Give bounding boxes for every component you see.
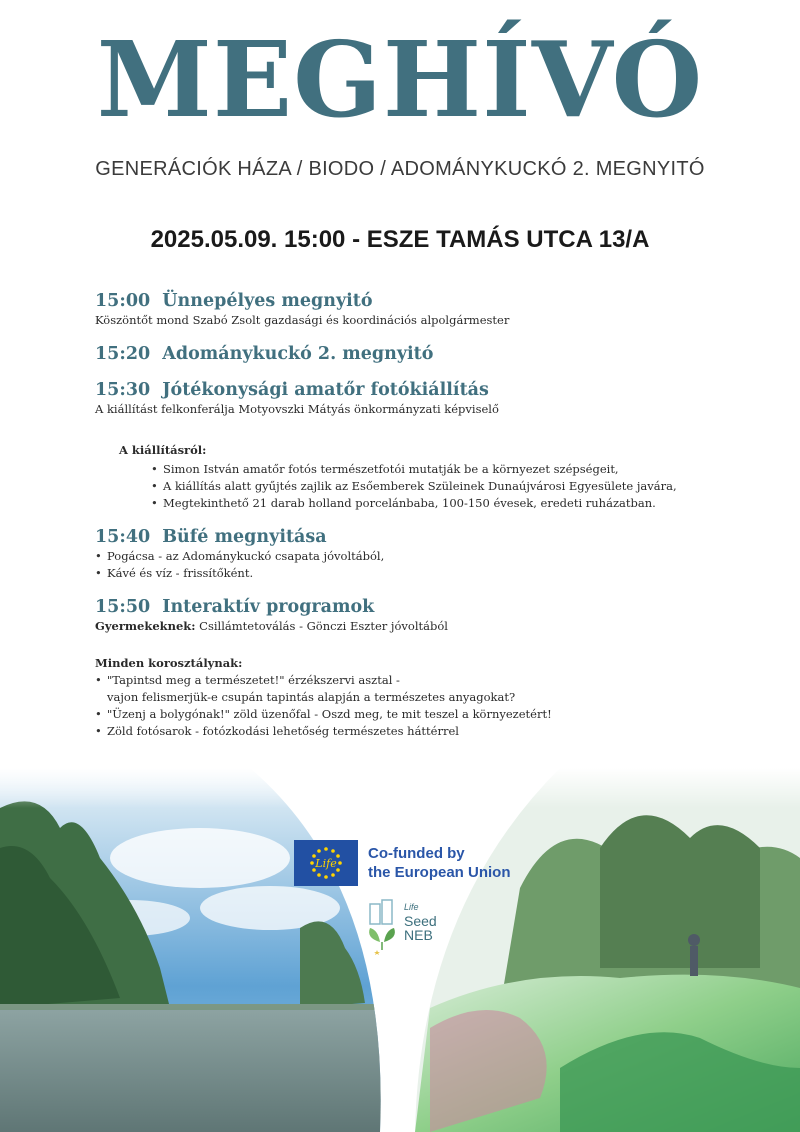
program-time: 15:50 — [95, 597, 151, 617]
program-item-opening — [95, 290, 735, 329]
program-title: Adománykuckó 2. megnyitó — [162, 344, 434, 364]
all-ages-bullets — [95, 672, 735, 740]
program-item-buffet — [95, 526, 735, 582]
exhibition-details — [119, 442, 735, 512]
buffet-bullets — [95, 548, 735, 582]
program-title: Büfé megnyitása — [162, 527, 327, 547]
program-title: Interaktív programok — [162, 597, 375, 617]
svg-text:Life: Life — [315, 857, 337, 870]
program-item-adomanykucko — [95, 343, 735, 365]
exhibition-heading: A kiállításról: — [119, 443, 207, 457]
list-item: • Pogácsa - az Adománykuckó csapata jóvoltából, — [95, 548, 735, 565]
list-item: • Simon István amatőr fotós természetfotói mutatják be a környezet szépségeit, — [151, 461, 735, 478]
program-item-interactive — [95, 596, 735, 740]
all-ages-label: Minden korosztálynak: — [95, 656, 243, 670]
kids-program — [95, 618, 735, 635]
list-item: • Zöld fotósarok - fotózkodási lehetőség természetes háttérrel — [95, 723, 735, 740]
program-time: 15:00 — [95, 291, 151, 311]
program-description: Köszöntőt mond Szabó Zsolt gazdasági és koordinációs alpolgármester — [95, 313, 510, 327]
seed-leaf-icon — [364, 898, 400, 958]
eu-flag-icon — [294, 840, 358, 886]
program-title: Ünnepélyes megnyitó — [162, 291, 373, 311]
kids-label: Gyermekeknek: — [95, 619, 196, 633]
list-item: • "Tapintsd meg a természetet!" érzékszervi asztal - vajon felismerjük-e csupán tapintás alapján a természetes anyagokat? — [95, 672, 735, 706]
program-list — [95, 290, 735, 740]
program-time: 15:30 — [95, 380, 151, 400]
program-description: A kiállítást felkonferálja Motyovszki Mátyás önkormányzati képviselő — [95, 402, 499, 416]
kids-text: Csillámtetoválás - Gönczi Eszter jóvoltából — [195, 619, 448, 633]
list-item: • Kávé és víz - frissítőként. — [95, 565, 735, 582]
program-time: 15:20 — [95, 344, 151, 364]
event-date-location: 2025.05.09. 15:00 - ESZE TAMÁS UTCA 13/A — [150, 226, 650, 253]
page-subtitle: GENERÁCIÓK HÁZA / BIODO / ADOMÁNYKUCKÓ 2. MEGNYITÓ — [95, 158, 705, 180]
program-time: 15:40 — [95, 527, 151, 547]
list-item: • Megtekinthető 21 darab holland porcelánbaba, 100-150 évesek, eredeti ruházatban. — [151, 495, 735, 512]
list-item: • "Üzenj a bolygónak!" zöld üzenőfal - Oszd meg, te mit teszel a környezetért! — [95, 706, 735, 723]
funding-logos — [294, 840, 554, 970]
exhibition-bullets — [151, 461, 735, 512]
eu-cofunded-text: Co-funded by the European Union — [368, 845, 511, 881]
program-item-photo-exhibition — [95, 379, 735, 512]
list-item: • A kiállítás alatt gyűjtés zajlik az Esőemberek Szüleinek Dunaújvárosi Egyesülete javára, — [151, 478, 735, 495]
page-title: MEGHÍVÓ — [96, 18, 704, 141]
life-seed-neb-logo: Life Seed NEB — [364, 898, 464, 962]
list-item-continuation: vajon felismerjük-e csupán tapintás alapján a természetes anyagokat? — [107, 690, 516, 704]
program-title: Jótékonysági amatőr fotókiállítás — [162, 380, 489, 400]
